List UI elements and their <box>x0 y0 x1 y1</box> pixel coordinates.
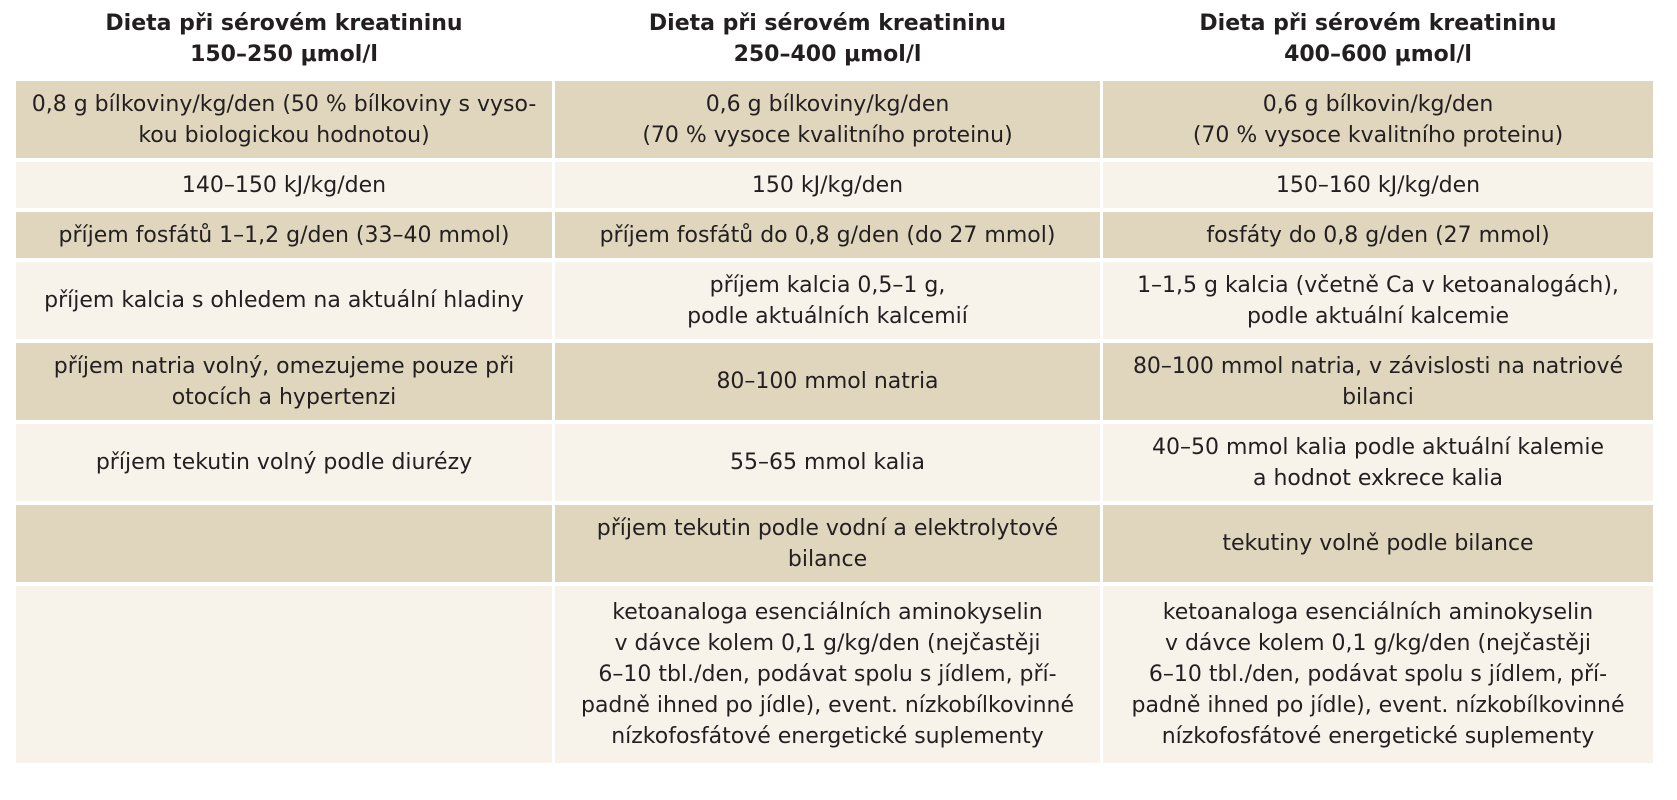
cell-line: bilance <box>787 546 868 572</box>
cell-line: a hodnot exkrece kalia <box>1252 465 1504 491</box>
cell-line: příjem tekutin podle vodní a elektrolytové <box>596 515 1059 541</box>
table-cell <box>552 162 1100 212</box>
cell-line: 150–160 kJ/kg/den <box>1275 172 1481 198</box>
cell-line: 6–10 tbl./den, podávat spolu s jídlem, pří- <box>1148 662 1608 687</box>
cell-line: 80–100 mmol natria <box>716 369 939 394</box>
cell-line: 1–1,5 g kalcia (včetně Ca v ketoanalogách), <box>1137 272 1619 298</box>
table-cell <box>552 343 1100 424</box>
cell-line: otocích a hypertenzi <box>171 384 397 410</box>
table-row <box>16 343 1653 424</box>
table-cell <box>16 505 552 586</box>
cell-line: příjem kalcia 0,5–1 g, <box>709 272 946 298</box>
cell-line: 140–150 kJ/kg/den <box>181 172 387 198</box>
header-cell-2 <box>552 0 1100 81</box>
cell-line: 40–50 mmol kalia podle aktuální kalemie <box>1152 434 1604 460</box>
header-line: 400–600 μmol/l <box>1284 41 1472 67</box>
table-cell <box>1100 424 1653 505</box>
cell-line: 0,8 g bílkoviny/kg/den (50 % bílkoviny s vyso- <box>31 91 537 117</box>
table-cell <box>1100 262 1653 343</box>
header-line: Dieta při sérovém kreatininu <box>648 10 1007 36</box>
cell-line: bilanci <box>1342 384 1414 410</box>
table-cell <box>1100 81 1653 162</box>
table-row <box>16 586 1653 767</box>
table-cell <box>1100 586 1653 767</box>
cell-line: fosfáty do 0,8 g/den (27 mmol) <box>1206 222 1550 248</box>
diet-table <box>16 0 1653 767</box>
cell-line: 55–65 mmol kalia <box>730 450 925 475</box>
table-cell <box>16 343 552 424</box>
cell-line: 6–10 tbl./den, podávat spolu s jídlem, pří- <box>598 662 1057 687</box>
header-line: Dieta při sérovém kreatininu <box>105 10 463 36</box>
table-cell <box>16 212 552 262</box>
cell-line: (70 % vysoce kvalitního proteinu) <box>642 122 1013 148</box>
cell-line: podle aktuální kalcemie <box>1246 303 1510 329</box>
table-row <box>16 505 1653 586</box>
cell-line: v dávce kolem 0,1 g/kg/den (nejčastěji <box>614 631 1041 656</box>
table-cell <box>16 262 552 343</box>
header-line: 250–400 μmol/l <box>733 41 922 67</box>
table-cell <box>552 262 1100 343</box>
cell-line: 80–100 mmol natria, v závislosti na natriové <box>1132 353 1624 379</box>
table-cell <box>1100 212 1653 262</box>
cell-line: 0,6 g bílkoviny/kg/den <box>705 91 950 117</box>
table-cell <box>16 81 552 162</box>
table-cell <box>16 424 552 505</box>
table-cell <box>552 505 1100 586</box>
table-cell <box>552 586 1100 767</box>
cell-line: nízkofosfátové energetické suplementy <box>1161 724 1595 749</box>
cell-line: kou biologickou hodnotou) <box>138 122 430 148</box>
cell-line: příjem fosfátů 1–1,2 g/den (33–40 mmol) <box>58 222 510 248</box>
table-row <box>16 424 1653 505</box>
cell-line: 0,6 g bílkovin/kg/den <box>1262 91 1494 117</box>
header-line: 150–250 μmol/l <box>190 41 378 67</box>
cell-line: nízkofosfátové energetické suplementy <box>611 724 1044 749</box>
cell-line: podle aktuálních kalcemií <box>687 303 968 329</box>
cell-line: v dávce kolem 0,1 g/kg/den (nejčastěji <box>1164 631 1592 656</box>
table-header-row <box>16 0 1653 81</box>
cell-line: padně ihned po jídle), event. nízkobílkovinné <box>580 693 1075 718</box>
table-cell <box>16 586 552 767</box>
cell-line: příjem kalcia s ohledem na aktuální hladiny <box>44 288 524 313</box>
cell-line: příjem fosfátů do 0,8 g/den (do 27 mmol) <box>599 222 1056 248</box>
table-cell <box>552 424 1100 505</box>
table-cell <box>1100 343 1653 424</box>
table-row <box>16 262 1653 343</box>
diet-table-container <box>16 0 1653 767</box>
cell-line: ketoanaloga esenciálních aminokyselin <box>612 600 1043 625</box>
table-row <box>16 212 1653 262</box>
table-cell <box>16 162 552 212</box>
cell-line: příjem tekutin volný podle diurézy <box>95 450 473 475</box>
table-cell <box>552 81 1100 162</box>
cell-line: příjem natria volný, omezujeme pouze při <box>53 353 515 379</box>
table-cell <box>552 212 1100 262</box>
header-line: Dieta při sérovém kreatininu <box>1199 10 1557 36</box>
table-cell <box>1100 505 1653 586</box>
table-row <box>16 81 1653 162</box>
header-cell-1 <box>16 0 552 81</box>
table-row <box>16 162 1653 212</box>
table-cell <box>1100 162 1653 212</box>
cell-line: (70 % vysoce kvalitního proteinu) <box>1192 122 1564 148</box>
table-body <box>16 81 1653 767</box>
cell-line: tekutiny volně podle bilance <box>1222 531 1534 556</box>
cell-line: ketoanaloga esenciálních aminokyselin <box>1162 600 1594 625</box>
header-cell-3 <box>1100 0 1653 81</box>
cell-line: 150 kJ/kg/den <box>751 172 904 198</box>
cell-line: padně ihned po jídle), event. nízkobílkovinné <box>1131 693 1625 718</box>
